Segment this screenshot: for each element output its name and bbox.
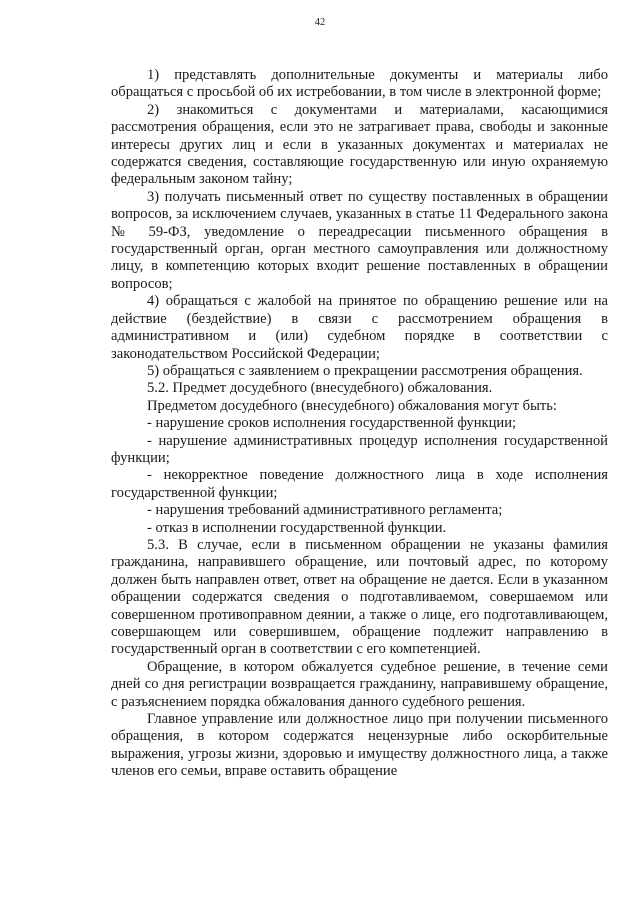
- list-item-regulation-violation: - нарушения требований административного регламента;: [147, 502, 503, 519]
- paragraph-right-3: 3) получать письменный ответ по существу поставленных в обращении вопросов, за исключением случаев, указанных в статье 11 Федерального закона № 59-ФЗ, уведомление о переадресации письменного обращения в государственный орган, орган местного самоуправления или должностному лицу, в компетенцию которых входит решение поставленных в обращении вопросов;: [111, 188, 608, 292]
- list-item-procedure-violation: - нарушение административных процедур исполнения государственной функции;: [111, 432, 608, 466]
- paragraph-right-5: 5) обращаться с заявлением о прекращении рассмотрения обращения.: [147, 362, 583, 379]
- list-item-refusal: - отказ в исполнении государственной функции.: [147, 519, 447, 536]
- paragraph-right-2: 2) знакомиться с документами и материалами, касающимися рассмотрения обращения, если это не затрагивает права, свободы и законные интересы других лиц и если в указанных документах и материалах не содержатся сведения, составляющие государственную или иную охраняемую федеральным законом тайну;: [111, 101, 608, 188]
- page-number: 42: [314, 17, 326, 28]
- document-body: [111, 67, 608, 781]
- court-decision-paragraph: Обращение, в котором обжалуется судебное решение, в течение семи дней со дня регистрации возвращается гражданину, направившему обращение, с разъяснением порядка обжалования данного судебного решения.: [111, 658, 608, 710]
- list-item-deadline-violation: - нарушение сроков исполнения государственной функции;: [147, 415, 517, 432]
- offensive-content-paragraph: Главное управление или должностное лицо при получении письменного обращения, в котором содержатся нецензурные либо оскорбительные выражения, угрозы жизни, здоровью и имуществу должностного лица, а также членов его семьи, вправе оставить обращение: [111, 711, 608, 780]
- paragraph-right-4: 4) обращаться с жалобой на принятое по обращению решение или на действие (бездействие) в связи с рассмотрением обращения в административном и (или) судебном порядке в соответствии с законодательством Российской Федерации;: [111, 293, 608, 362]
- paragraph-right-1: 1) представлять дополнительные документы и материалы либо обращаться с просьбой об их истребовании, в том числе в электронной форме;: [111, 67, 608, 101]
- appeal-subject-intro: Предметом досудебного (внесудебного) обжалования могут быть:: [147, 397, 557, 414]
- section-5-2-heading: 5.2. Предмет досудебного (внесудебного) обжалования.: [147, 380, 493, 397]
- list-item-incorrect-behavior: - некорректное поведение должностного лица в ходе исполнения государственной функции;: [111, 467, 608, 501]
- section-5-3-paragraph: 5.3. В случае, если в письменном обращении не указаны фамилия гражданина, направившего обращение, или почтовый адрес, по которому должен быть направлен ответ, ответ на обращение не дается. Если в указанном обращении содержатся сведения о подготавливаемом, совершаемом или совершенном противоправном деянии, а также о лице, его подготавливающем, совершающем или совершившем, обращение подлежит направлению в государственный орган в соответствии с его компетенцией.: [111, 536, 608, 658]
